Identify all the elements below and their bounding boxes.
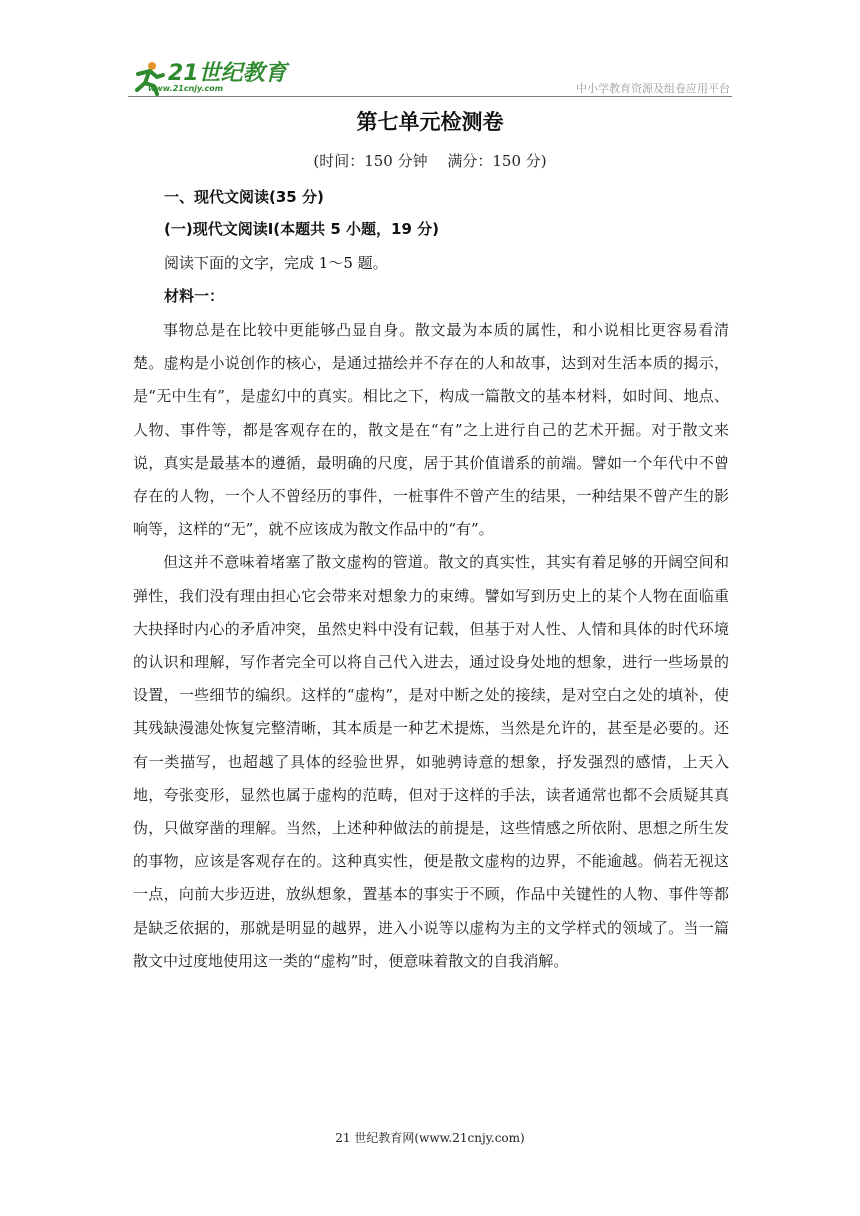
page-title: 第七单元检测卷 [356,110,504,134]
paragraph: 但这并不意味着堵塞了散文虚构的管道。散文的真实性，其实有着足够的开阔空间和弹性，我们没有理由担心它会带来对想象力的束缚。譬如写到历史上的某个人物在面临重大抉择时内心的矛盾冲突，虽然史料中没有记载，但基于对人性、人情和具体的时代环境的认识和理解，写作者完全可以将自己代入进去，通过设身处地的想象，进行一些场景的设置，一些细节的编织。这样的“虚构”，是对中断之处的接续，是对空白之处的填补，使其残缺漫漶处恢复完整清晰，其本质是一种艺术提炼，当然是允许的，甚至是必要的。还有一类描写，也超越了具体的经验世界，如驰骋诗意的想象，抒发强烈的感情，上天入地，夸张变形，显然也属于虚构的范畴，但对于这样的手法，读者通常也都不会质疑其真伪，只做穿凿的理解。当然，上述种种做法的前提是，这些情感之所依附、思想之所生发的事物，应该是客观存在的。这种真实性，便是散文虚构的边界，不能逾越。倘若无视这一点，向前大步迈进，放纵想象，置基本的事实于不顾，作品中关键性的人物、事件等都是缺乏依据的，那就是明显的越界，进入小说等以虚构为主的文学样式的领域了。当一篇散文中过度地使用这一类的“虚构”时，便意味着散文的自我消解。 [133,553,729,970]
brand-name: 21世纪教育 [168,61,287,86]
material-label: 材料一： [164,287,225,305]
paragraph: 事物总是在比较中更能够凸显自身。散文最为本质的属性，和小说相比更容易看清楚。虚构是小说创作的核心，是通过描绘并不存在的人和故事，达到对生活本质的揭示，是“无中生有”，是虚幻中的真实。相比之下，构成一篇散文的基本材料，如时间、地点、人物、事件等，都是客观存在的，散文是在“有”之上进行自己的艺术开掘。对于散文来说，真实是最基本的遵循，最明确的尺度，居于其价值谱系的前端。譬如一个年代中不曾存在的人物，一个人不曾经历的事件，一桩事件不曾产生的结果，一种结果不曾产生的影响等，这样的“无”，就不应该成为散文作品中的“有”。 [133,321,729,539]
exam-info: (时间：150 分钟 满分：150 分) [313,152,547,170]
passage-body [133,314,729,978]
section-heading: 一、现代文阅读(35 分) [164,188,324,206]
header-tagline: 中小学教育资源及组卷应用平台 [576,82,730,95]
page-header [128,58,732,98]
subsection-heading: (一)现代文阅读Ⅰ(本题共 5 小题，19 分) [164,220,439,238]
brand-url: www.21cnjy.com [148,84,224,93]
instruction-text: 阅读下面的文字，完成 1～5 题。 [164,254,388,272]
page-footer: 21 世纪教育网(www.21cnjy.com) [335,1131,525,1145]
brand-logo [128,58,288,98]
header-rule [128,96,732,97]
